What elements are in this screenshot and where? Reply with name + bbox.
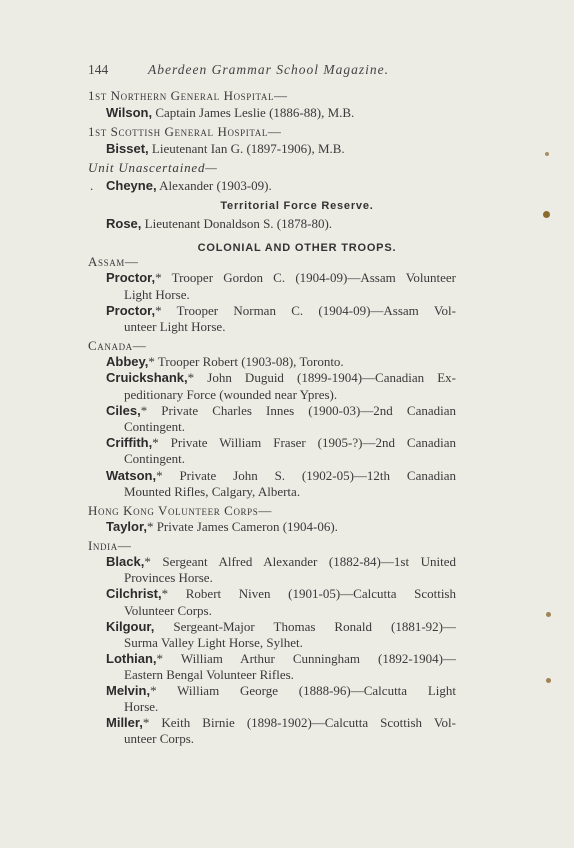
- entry-detail: Lieutenant Donaldson S. (1878-80).: [141, 216, 333, 231]
- roll-entry: [106, 468, 456, 484]
- margin-mark: .: [90, 178, 94, 193]
- roll-entry: [106, 178, 272, 194]
- entry-surname: Lothian,: [106, 651, 157, 666]
- roll-entry: [106, 586, 456, 602]
- roll-entry: [106, 651, 456, 667]
- section-heading: Territorial Force Reserve.: [220, 200, 374, 212]
- running-title: Aberdeen Grammar School Magazine.: [148, 62, 389, 77]
- entry-continuation: unteer Light Horse.: [124, 319, 226, 334]
- entry-detail: * Private James Cameron (1904-06).: [146, 519, 338, 534]
- roll-entry: [106, 370, 456, 386]
- roll-entry: [106, 435, 456, 451]
- roll-entry: [106, 683, 456, 699]
- entry-continuation: unteer Corps.: [124, 731, 195, 746]
- roll-entry: [106, 715, 456, 731]
- entry-detail: Captain James Leslie (1886-88), M.B.: [152, 105, 355, 120]
- entry-continuation: Mounted Rifles, Calgary, Alberta.: [124, 484, 301, 499]
- entry-continuation: Provinces Horse.: [124, 570, 213, 585]
- entry-detail: * William George (1888-96)—Calcutta Light: [150, 683, 456, 698]
- paper-spot: [543, 211, 550, 218]
- entry-continuation: Horse.: [124, 699, 159, 714]
- entry-detail: * Trooper Robert (1903-08), Toronto.: [148, 354, 344, 369]
- roll-entry: [106, 619, 456, 635]
- entry-surname: Proctor,: [106, 270, 156, 285]
- entry-surname: Proctor,: [106, 303, 156, 318]
- entry-detail: * Private Charles Innes (1900-03)—2nd Canadian: [140, 403, 456, 418]
- entry-surname: Wilson,: [106, 105, 153, 120]
- roll-entry: [106, 354, 344, 370]
- roll-entry: [106, 519, 338, 535]
- paper-spot: [546, 612, 551, 617]
- entry-surname: Cheyne,: [106, 178, 157, 193]
- entry-continuation: Contingent.: [124, 419, 186, 434]
- roll-entry: [106, 303, 456, 319]
- paper-spot: [546, 678, 551, 683]
- roll-entry: [106, 216, 332, 232]
- entry-continuation: Eastern Bengal Volunteer Rifles.: [124, 667, 294, 682]
- entry-detail: * Sergeant Alfred Alexander (1882-84)—1st United: [144, 554, 456, 569]
- roll-entry: [90, 178, 93, 194]
- entry-surname: Cruickshank,: [106, 370, 188, 385]
- roll-entry: [106, 105, 354, 121]
- entry-surname: Kilgour,: [106, 619, 155, 634]
- entry-surname: Bisset,: [106, 141, 149, 156]
- unit-heading: 1st Northern General Hospital—: [88, 88, 288, 103]
- section-heading: COLONIAL AND OTHER TROOPS.: [197, 242, 397, 254]
- roll-entry: [106, 403, 456, 419]
- region-heading: Canada—: [88, 338, 147, 353]
- region-heading: India—: [88, 538, 132, 553]
- page-number: 144: [88, 62, 109, 77]
- entry-continuation: Light Horse.: [124, 287, 190, 302]
- region-heading: Hong Kong Volunteer Corps—: [88, 503, 272, 518]
- roll-entry: [106, 141, 345, 157]
- entry-detail: * Private John S. (1902-05)—12th Canadian: [156, 468, 456, 483]
- entry-continuation: Volunteer Corps.: [124, 603, 212, 618]
- entry-surname: Criffith,: [106, 435, 153, 450]
- roll-entry: [106, 554, 456, 570]
- entry-detail: * William Arthur Cunningham (1892-1904)—: [156, 651, 456, 666]
- unit-heading: 1st Scottish General Hospital—: [88, 124, 282, 139]
- paper-spot: [545, 152, 549, 156]
- entry-detail: * Trooper Norman C. (1904-09)—Assam Vol-: [155, 303, 456, 318]
- entry-surname: Cilchrist,: [106, 586, 162, 601]
- entry-detail: * Private William Fraser (1905-?)—2nd Canadian: [152, 435, 456, 450]
- entry-surname: Watson,: [106, 468, 157, 483]
- entry-surname: Rose,: [106, 216, 142, 231]
- entry-continuation: peditionary Force (wounded near Ypres).: [124, 387, 338, 402]
- entry-detail: * Robert Niven (1901-05)—Calcutta Scottish: [161, 586, 456, 601]
- entry-surname: Melvin,: [106, 683, 151, 698]
- region-heading: Assam—: [88, 254, 139, 269]
- entry-detail: Sergeant-Major Thomas Ronald (1881-92)—: [154, 619, 456, 634]
- entry-detail: * John Duguid (1899-1904)—Canadian Ex-: [187, 370, 456, 385]
- entry-surname: Abbey,: [106, 354, 149, 369]
- entry-surname: Miller,: [106, 715, 143, 730]
- entry-continuation: Surma Valley Light Horse, Sylhet.: [124, 635, 303, 650]
- entry-surname: Ciles,: [106, 403, 141, 418]
- entry-surname: Taylor,: [106, 519, 147, 534]
- entry-detail: Lieutenant Ian G. (1897-1906), M.B.: [148, 141, 345, 156]
- roll-entry: [106, 270, 456, 286]
- entry-surname: Black,: [106, 554, 145, 569]
- entry-continuation: Contingent.: [124, 451, 186, 466]
- entry-detail: Alexander (1903-09).: [156, 178, 272, 193]
- unit-heading: Unit Unascertained—: [88, 160, 218, 175]
- entry-detail: * Trooper Gordon C. (1904-09)—Assam Volunteer: [155, 270, 456, 285]
- entry-detail: * Keith Birnie (1898-1902)—Calcutta Scottish Vol-: [142, 715, 456, 730]
